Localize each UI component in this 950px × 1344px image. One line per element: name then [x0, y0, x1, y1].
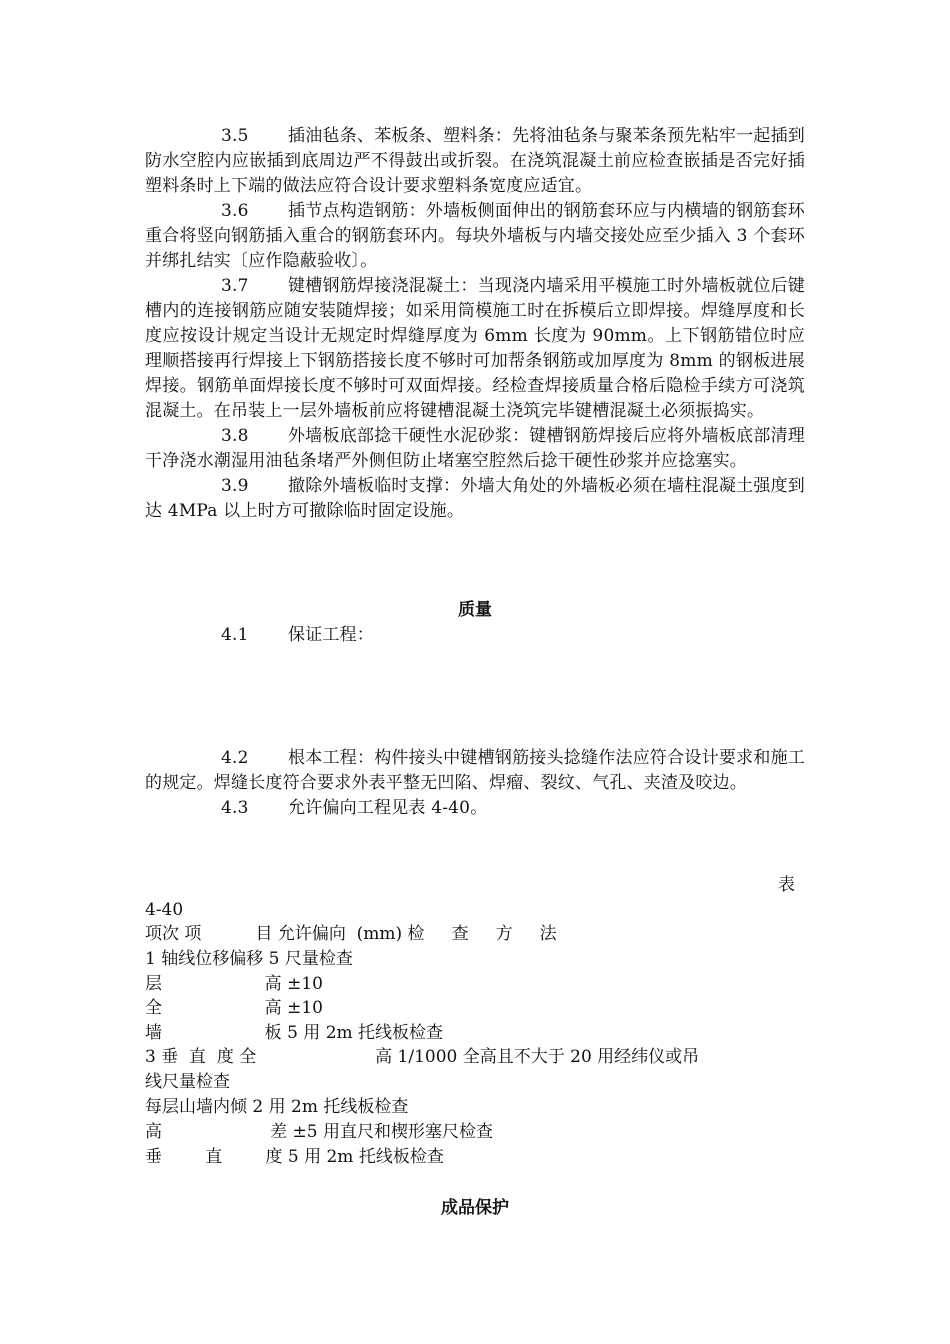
table-label-prefix: 表	[778, 875, 795, 895]
table-line: 层 高 ±10	[145, 974, 323, 994]
section-heading-quality: 质量	[458, 600, 492, 620]
paragraph-text: 键槽钢筋焊接浇混凝土：当现浇内墙采用平模施工时外墙板就位后键槽内的连接钢筋应随安装随焊接；如采用筒模施工时在拆模后立即焊接。焊缝厚度和长度应按设计规定当设计无规定时焊缝厚度为 6mm 长度为 90mm。上下钢筋错位时应理顺搭接再行焊接上下钢筋搭接长度不够时可加帮条钢筋或加厚度为 8mm 的钢板进展焊接。钢筋单面焊接长度不够时可双面焊接。经检查焊接质量合格后隐检手续方可浇筑混凝土。在吊装上一层外墙板前应将键槽混凝土浇筑完毕键槽混凝土必须振捣实。	[145, 276, 805, 421]
table-line: 全 高 ±10	[145, 998, 323, 1018]
table-line: 3 垂 直 度 全 高 1/1000 全高且不大于 20 用经纬仪或吊	[145, 1047, 700, 1067]
paragraph-4-2	[145, 746, 805, 796]
table-line: 线尺量检查	[145, 1072, 230, 1092]
body-text-section-3	[145, 124, 805, 524]
table-line: 项次 项 目 允许偏向 (mm) 检 查 方 法	[145, 924, 557, 944]
paragraph-4-1	[145, 623, 805, 648]
table-line: 垂 直 度 5 用 2m 托线板检查	[145, 1147, 444, 1167]
item-number: 4.2	[221, 748, 249, 768]
paragraph-3-5	[145, 124, 805, 199]
item-number: 4.1	[221, 625, 249, 645]
paragraph-text: 保证工程：	[288, 625, 374, 645]
paragraph-text: 插油毡条、苯板条、塑料条：先将油毡条与聚苯条预先粘牢一起插到防水空腔内应嵌插到底周边严不得鼓出或折裂。在浇筑混凝土前应检查嵌插是否完好插塑料条时上下端的做法应符合设计要求塑料条宽度应适宜。	[145, 126, 805, 196]
item-number: 4.3	[221, 798, 249, 818]
table-line: 墙 板 5 用 2m 托线板检查	[145, 1023, 444, 1043]
item-number: 3.8	[221, 426, 249, 446]
paragraph-3-9	[145, 474, 805, 524]
table-line: 1 轴线位移偏移 5 尺量检查	[145, 949, 353, 969]
paragraph-4-1-block	[145, 623, 805, 648]
paragraph-text: 允许偏向工程见表 4-40。	[288, 798, 488, 818]
item-number: 3.5	[221, 126, 249, 146]
item-number: 3.7	[221, 276, 249, 296]
paragraph-text: 外墙板底部捻干硬性水泥砂浆：键槽钢筋焊接后应将外墙板底部清理干净浇水潮湿用油毡条堵严外侧但防止堵塞空腔然后捻干硬性砂浆并应捻塞实。	[145, 426, 805, 471]
item-number: 3.6	[221, 201, 249, 221]
paragraph-3-7	[145, 274, 805, 424]
paragraph-text: 根本工程：构件接头中键槽钢筋接头捻缝作法应符合设计要求和施工的规定。焊缝长度符合要求外表平整无凹陷、焊瘤、裂纹、气孔、夹渣及咬边。	[145, 748, 805, 793]
paragraph-text: 撤除外墙板临时支撑：外墙大角处的外墙板必须在墙柱混凝土强度到达 4MPa 以上时方可撤除临时固定设施。	[145, 476, 805, 521]
paragraph-3-8	[145, 424, 805, 474]
body-text-section-4	[145, 746, 805, 821]
paragraph-text: 插节点构造钢筋：外墙板侧面伸出的钢筋套环应与内横墙的钢筋套环重合将竖向钢筋插入重合的钢筋套环内。每块外墙板与内墙交接处应至少插入 3 个套环并绑扎结实〔应作隐蔽验收〕。	[145, 201, 805, 271]
paragraph-4-3	[145, 796, 805, 821]
paragraph-3-6	[145, 199, 805, 274]
section-heading-product-protection: 成品保护	[441, 1198, 509, 1218]
table-line: 每层山墙内倾 2 用 2m 托线板检查	[145, 1097, 409, 1117]
table-label-number: 4-40	[145, 900, 184, 920]
table-line: 高 差 ±5 用直尺和楔形塞尺检查	[145, 1122, 493, 1142]
item-number: 3.9	[221, 476, 249, 496]
